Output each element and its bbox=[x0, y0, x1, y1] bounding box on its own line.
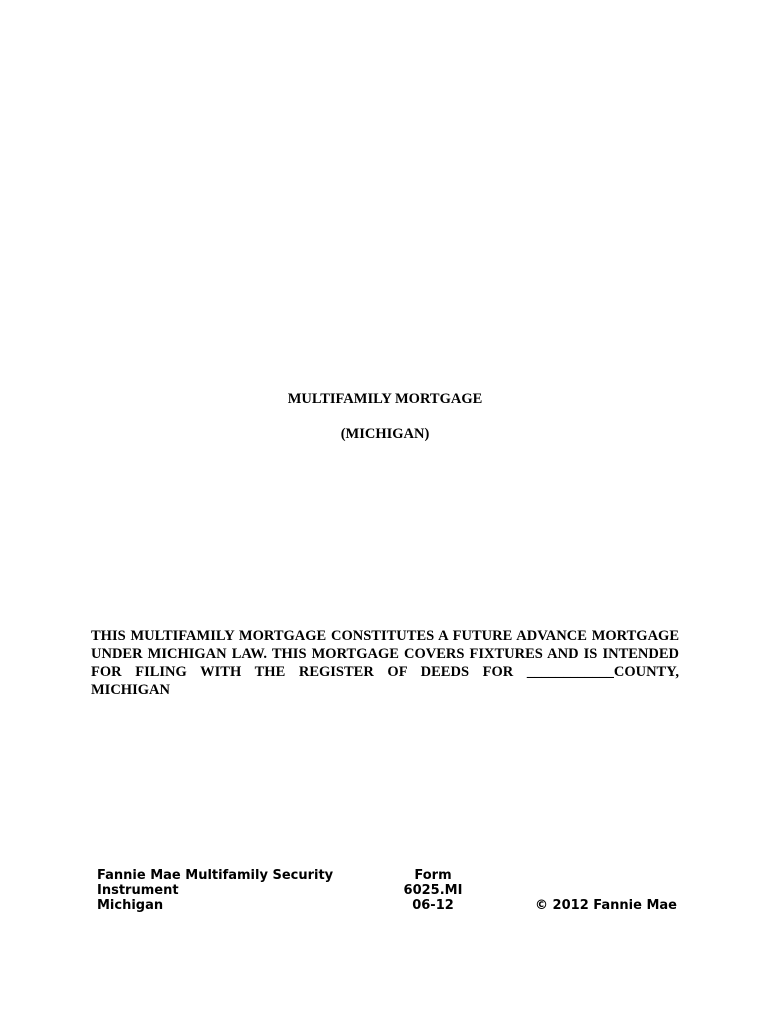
footer-copyright: © 2012 Fannie Mae bbox=[535, 898, 677, 913]
footer-form-number-line: 06-12 bbox=[412, 898, 454, 913]
page-footer bbox=[97, 868, 677, 918]
filing-notice: THIS MULTIFAMILY MORTGAGE CONSTITUTES A FUTURE ADVANCE MORTGAGE UNDER MICHIGAN LAW. THIS MORTGAGE COVERS FIXTURES AND IS INTENDED FOR FILING WITH THE REGISTER OF DEEDS FOR ____________COUNTY, MICHIGAN bbox=[91, 628, 679, 698]
footer-form-name-line: Instrument bbox=[97, 883, 179, 898]
document-title: MULTIFAMILY MORTGAGE bbox=[287, 391, 483, 407]
footer-form-number-line: 6025.MI bbox=[403, 883, 463, 898]
footer-form-name bbox=[97, 868, 337, 913]
footer-form-name-line: Michigan bbox=[97, 898, 164, 913]
footer-form-name-line: Fannie Mae Multifamily Security bbox=[97, 868, 334, 883]
document-state: (MICHIGAN) bbox=[340, 426, 430, 442]
footer-form-number bbox=[397, 868, 469, 913]
footer-form-number-line: Form bbox=[414, 868, 452, 883]
